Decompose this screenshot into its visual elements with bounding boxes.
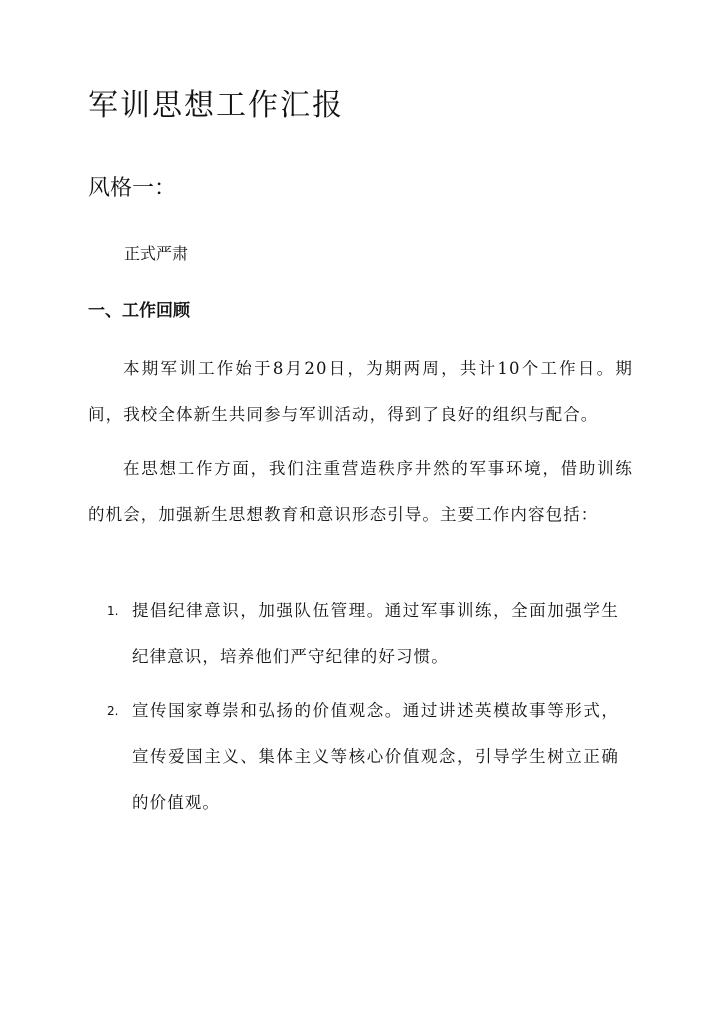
paragraph: 本期军训工作始于8月20日，为期两周，共计10个工作日。期间，我校全体新生共同参与军训活动，得到了良好的组织与配合。 xyxy=(88,359,633,424)
document-title: 军训思想工作汇报 xyxy=(88,88,344,123)
list-item-text: 提倡纪律意识，加强队伍管理。通过军事训练，全面加强学生纪律意识，培养他们严守纪律的好习惯。 xyxy=(132,601,619,666)
section-heading: 一、工作回顾 xyxy=(88,301,190,321)
style-subtitle: 正式严肃 xyxy=(124,244,189,263)
list-item-number: 2. xyxy=(107,704,119,718)
paragraph: 在思想工作方面，我们注重营造秩序井然的军事环境，借助训练的机会，加强新生思想教育和意识形态引导。主要工作内容包括： xyxy=(88,459,633,524)
list-item-number: 1. xyxy=(107,604,119,618)
style-heading: 风格一： xyxy=(88,176,177,201)
list-item-text: 宣传国家尊崇和弘扬的价值观念。通过讲述英模故事等形式，宣传爱国主义、集体主义等核心价值观念，引导学生树立正确的价值观。 xyxy=(132,701,619,812)
